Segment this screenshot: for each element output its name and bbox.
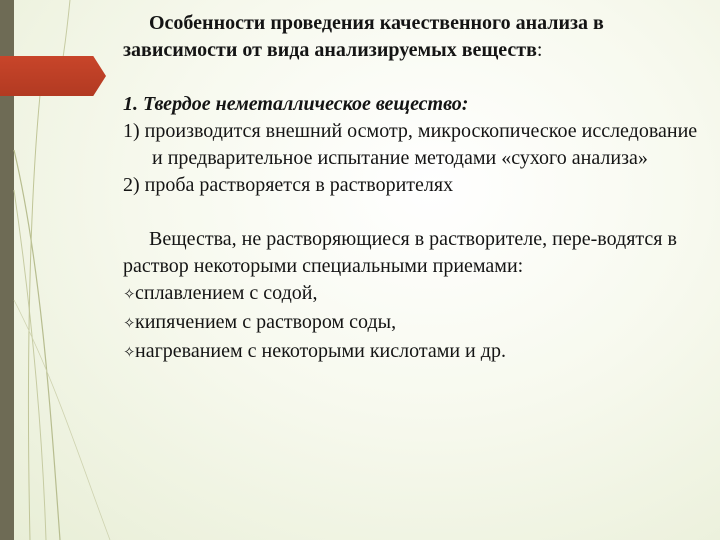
slide-content [123,10,703,367]
bullet-text: кипячением с раствором соды, [135,311,397,333]
bullet-text: сплавлением с содой, [135,282,318,304]
body-paragraph: Вещества, не растворяющиеся в растворителе, пере-водятся в раствор некоторыми специальными приемами: [123,228,677,277]
slide-title-colon: : [536,39,543,61]
bullet-item [123,338,703,367]
list-item: 2) проба растворяется в растворителях [123,174,454,196]
slide-title-text: Особенности проведения качественного анализа в зависимости от вида анализируемых веществ [123,12,604,61]
bullet-star-icon: ✧ [123,287,136,303]
bullet-text: нагреванием с некоторыми кислотами и др. [135,340,506,362]
arrow-tab-accent [0,56,106,96]
bullet-star-icon: ✧ [123,345,136,361]
slide-title [123,10,703,64]
bullet-item [123,280,703,309]
list-item: 1) производится внешний осмотр, микроскопическое исследование и предварительное испытание методами «сухого анализа» [123,120,698,169]
bullet-star-icon: ✧ [123,316,136,332]
section-heading: 1. Твердое неметаллическое вещество: [123,93,469,115]
bullet-item [123,309,703,338]
